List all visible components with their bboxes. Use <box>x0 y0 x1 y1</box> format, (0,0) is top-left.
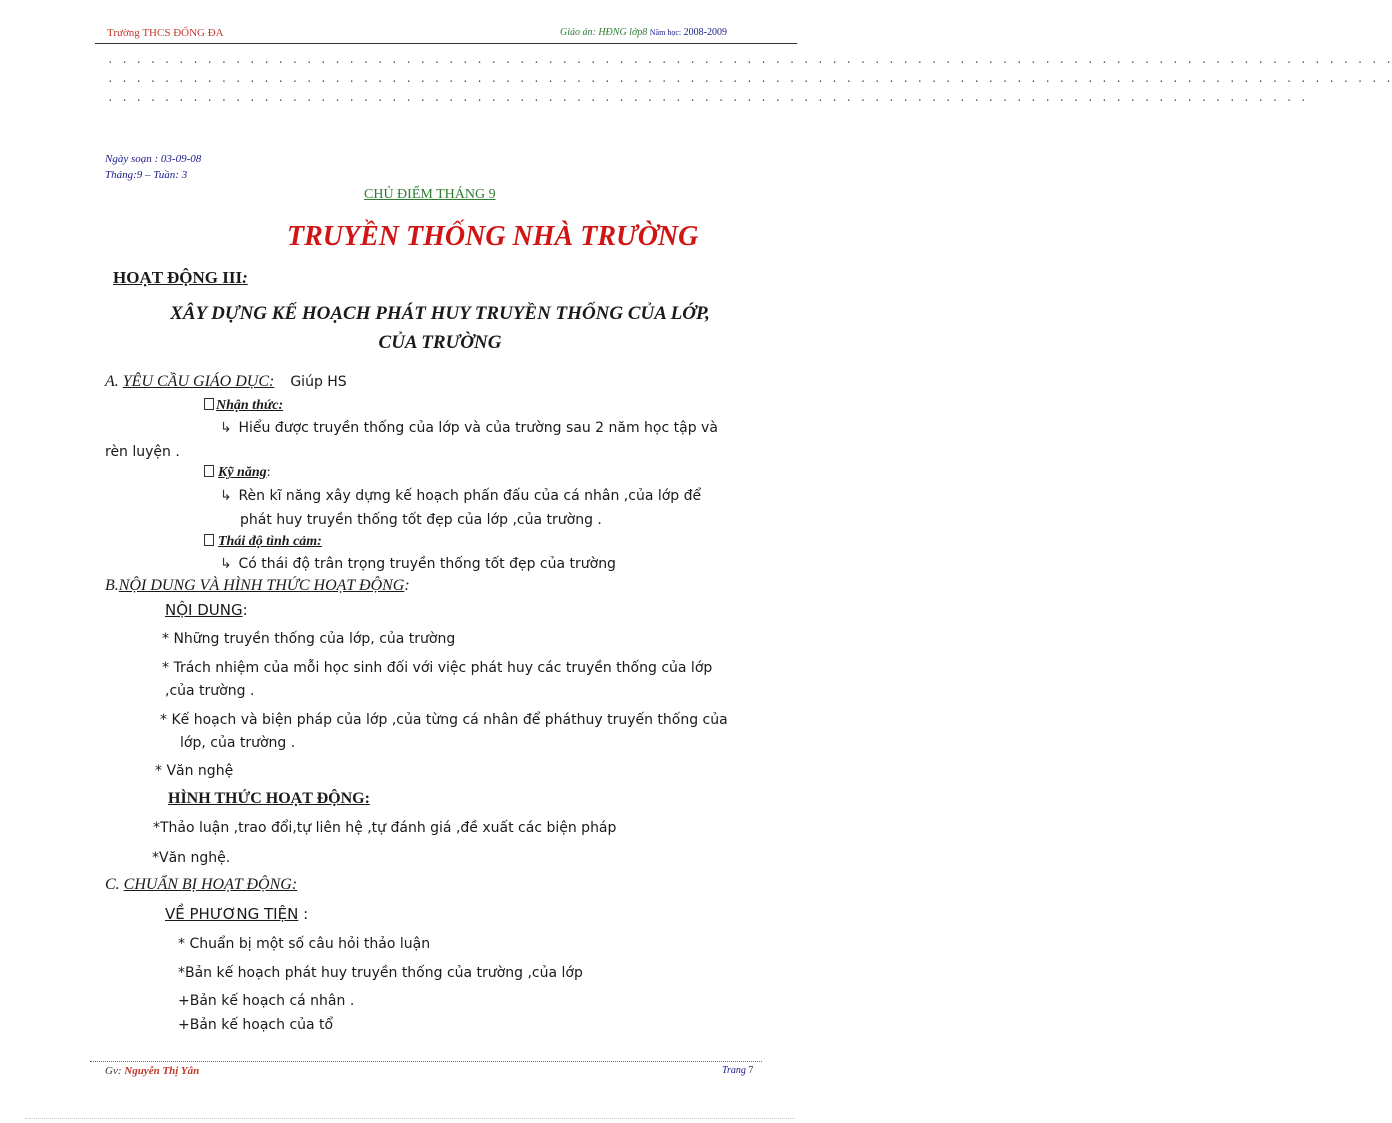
content-item-2: * Trách nhiệm của mỗi học sinh đối với việc phát huy các truyền thống của lớp <box>162 660 713 676</box>
school-year: 2008-2009 <box>683 27 727 38</box>
skills-text-1: Rèn kĩ năng xây dựng kế hoạch phấn đấu của cá nhân ,của lớp để <box>238 488 702 504</box>
section-c-title: CHUẨN BỊ HOẠT ĐỘNG: <box>123 876 298 893</box>
attitude-line <box>220 556 616 572</box>
content-colon: : <box>242 601 248 619</box>
means-item-4: +Bản kế hoạch của tổ <box>178 1017 334 1033</box>
teacher-label: Gv: <box>105 1065 122 1077</box>
section-c-heading <box>105 876 297 894</box>
header-lesson-info <box>560 27 727 38</box>
dotted-line-3: . . . . . . . . . . . . . . . . . . . . . . . . . . . . . . . . . . . . . . . . . . . . . . . . . . . . . . . . . . . . . . . . . . . . . . . . . . . . . . . . . . . . . <box>107 93 1308 105</box>
activity-title-line-1: XÂY DỰNG KẾ HOẠCH PHÁT HUY TRUYỀN THỐNG CỦA LỚP, <box>170 303 710 324</box>
knowledge-label: Nhận thức: <box>216 398 284 413</box>
section-b-title: NỘI DUNG VÀ HÌNH THỨC HOẠT ĐỘNG <box>118 577 405 594</box>
teacher-signature <box>105 1065 199 1077</box>
skills-heading <box>204 465 271 481</box>
section-a-title: YÊU CẦU GIÁO DỤC: <box>122 373 275 390</box>
open-square-icon <box>204 398 214 410</box>
page-title: TRUYỀN THỐNG NHÀ TRƯỜNG <box>287 221 699 252</box>
skills-colon: : <box>266 465 271 480</box>
section-b-prefix: B. <box>105 577 119 594</box>
attitude-text: Có thái độ trân trọng truyền thống tốt đẹp của trường <box>238 556 616 572</box>
lesson-plan-label: Giáo án: HĐNG lớp8 <box>560 27 648 38</box>
activity-title-line-2: CỦA TRƯỜNG <box>378 332 502 353</box>
means-colon: : <box>298 905 309 923</box>
page-indicator <box>722 1065 753 1076</box>
footer-divider <box>90 1061 762 1062</box>
content-item-3: * Kế hoạch và biện pháp của lớp ,của từng cá nhân để pháthuy truyến thống của <box>160 712 728 728</box>
dotted-line-1: . . . . . . . . . . . . . . . . . . . . . . . . . . . . . . . . . . . . . . . . . . . . . . . . . . . . . . . . . . . . . . . . . . . . . . . . . . . . . . . . . . . . . . . . . . . <box>107 55 1392 67</box>
month-week: Tháng:9 – Tuần: 3 <box>105 169 188 181</box>
knowledge-text-1: Hiểu được truyền thống của lớp và của trường sau 2 năm học tập và <box>238 420 718 436</box>
content-label: NỘI DUNG <box>165 601 243 619</box>
content-item-2-cont: ,của trường . <box>165 683 255 699</box>
dotted-line-2: . . . . . . . . . . . . . . . . . . . . . . . . . . . . . . . . . . . . . . . . . . . . . . . . . . . . . . . . . . . . . . . . . . . . . . . . . . . . . . . . . . . . . . . . . . . <box>107 74 1392 86</box>
section-a-suffix: Giúp HS <box>290 374 347 390</box>
page-label: Trang <box>722 1065 746 1076</box>
hooked-arrow-icon: ↳ <box>220 556 232 572</box>
means-item-1: * Chuẩn bị một số câu hỏi thảo luận <box>178 936 431 952</box>
means-heading <box>165 905 308 923</box>
activity-label: HOẠT ĐỘNG III <box>113 268 243 287</box>
activity-colon: : <box>242 268 248 287</box>
content-heading <box>165 601 248 619</box>
hooked-arrow-icon: ↳ <box>220 420 232 436</box>
content-item-3-cont: lớp, của trường . <box>180 735 296 751</box>
attitude-label: Thái độ tình cảm: <box>218 534 322 549</box>
year-label: Năm học: <box>649 28 682 37</box>
knowledge-line-2: rèn luyện . <box>105 444 180 460</box>
means-label: VỀ PHƯƠNG TIỆN <box>165 905 299 923</box>
form-item-1: *Thảo luận ,trao đổi,tự liên hệ ,tự đánh giá ,đề xuất các biện pháp <box>153 820 617 836</box>
means-item-2: *Bản kế hoạch phát huy truyền thống của trường ,của lớp <box>178 965 583 981</box>
school-name: Trường THCS ĐỐNG ĐA <box>107 27 224 39</box>
bottom-dotted-edge <box>25 1118 795 1119</box>
section-b-heading <box>105 577 410 595</box>
header-divider <box>95 43 797 44</box>
open-square-icon <box>204 534 214 546</box>
section-a-prefix: A. <box>105 373 123 390</box>
prep-date: Ngày soạn : 03-09-08 <box>105 153 202 165</box>
form-item-2: *Văn nghệ. <box>152 850 231 866</box>
section-c-prefix: C. <box>105 876 124 893</box>
section-a-heading <box>105 373 347 391</box>
open-square-icon <box>204 465 214 477</box>
section-b-suffix: : <box>404 577 410 594</box>
skills-line-2: phát huy truyền thống tốt đẹp của lớp ,của trường . <box>240 512 602 528</box>
page-number: 7 <box>748 1065 754 1076</box>
teacher-name: Nguyễn Thị Yân <box>124 1065 200 1077</box>
attitude-heading <box>204 534 322 550</box>
skills-label: Kỹ năng <box>218 465 267 480</box>
means-item-3: +Bản kế hoạch cá nhân . <box>178 993 355 1009</box>
form-heading: HÌNH THỨC HOẠT ĐỘNG: <box>168 790 370 807</box>
hooked-arrow-icon: ↳ <box>220 488 232 504</box>
knowledge-heading <box>204 398 283 414</box>
skills-line-1 <box>220 488 701 504</box>
activity-heading <box>113 268 248 288</box>
content-item-1: * Những truyền thống của lớp, của trường <box>162 631 456 647</box>
month-theme: CHỦ ĐIỂM THÁNG 9 <box>364 187 496 202</box>
content-item-4: * Văn nghệ <box>155 763 234 779</box>
knowledge-line-1 <box>220 420 718 436</box>
